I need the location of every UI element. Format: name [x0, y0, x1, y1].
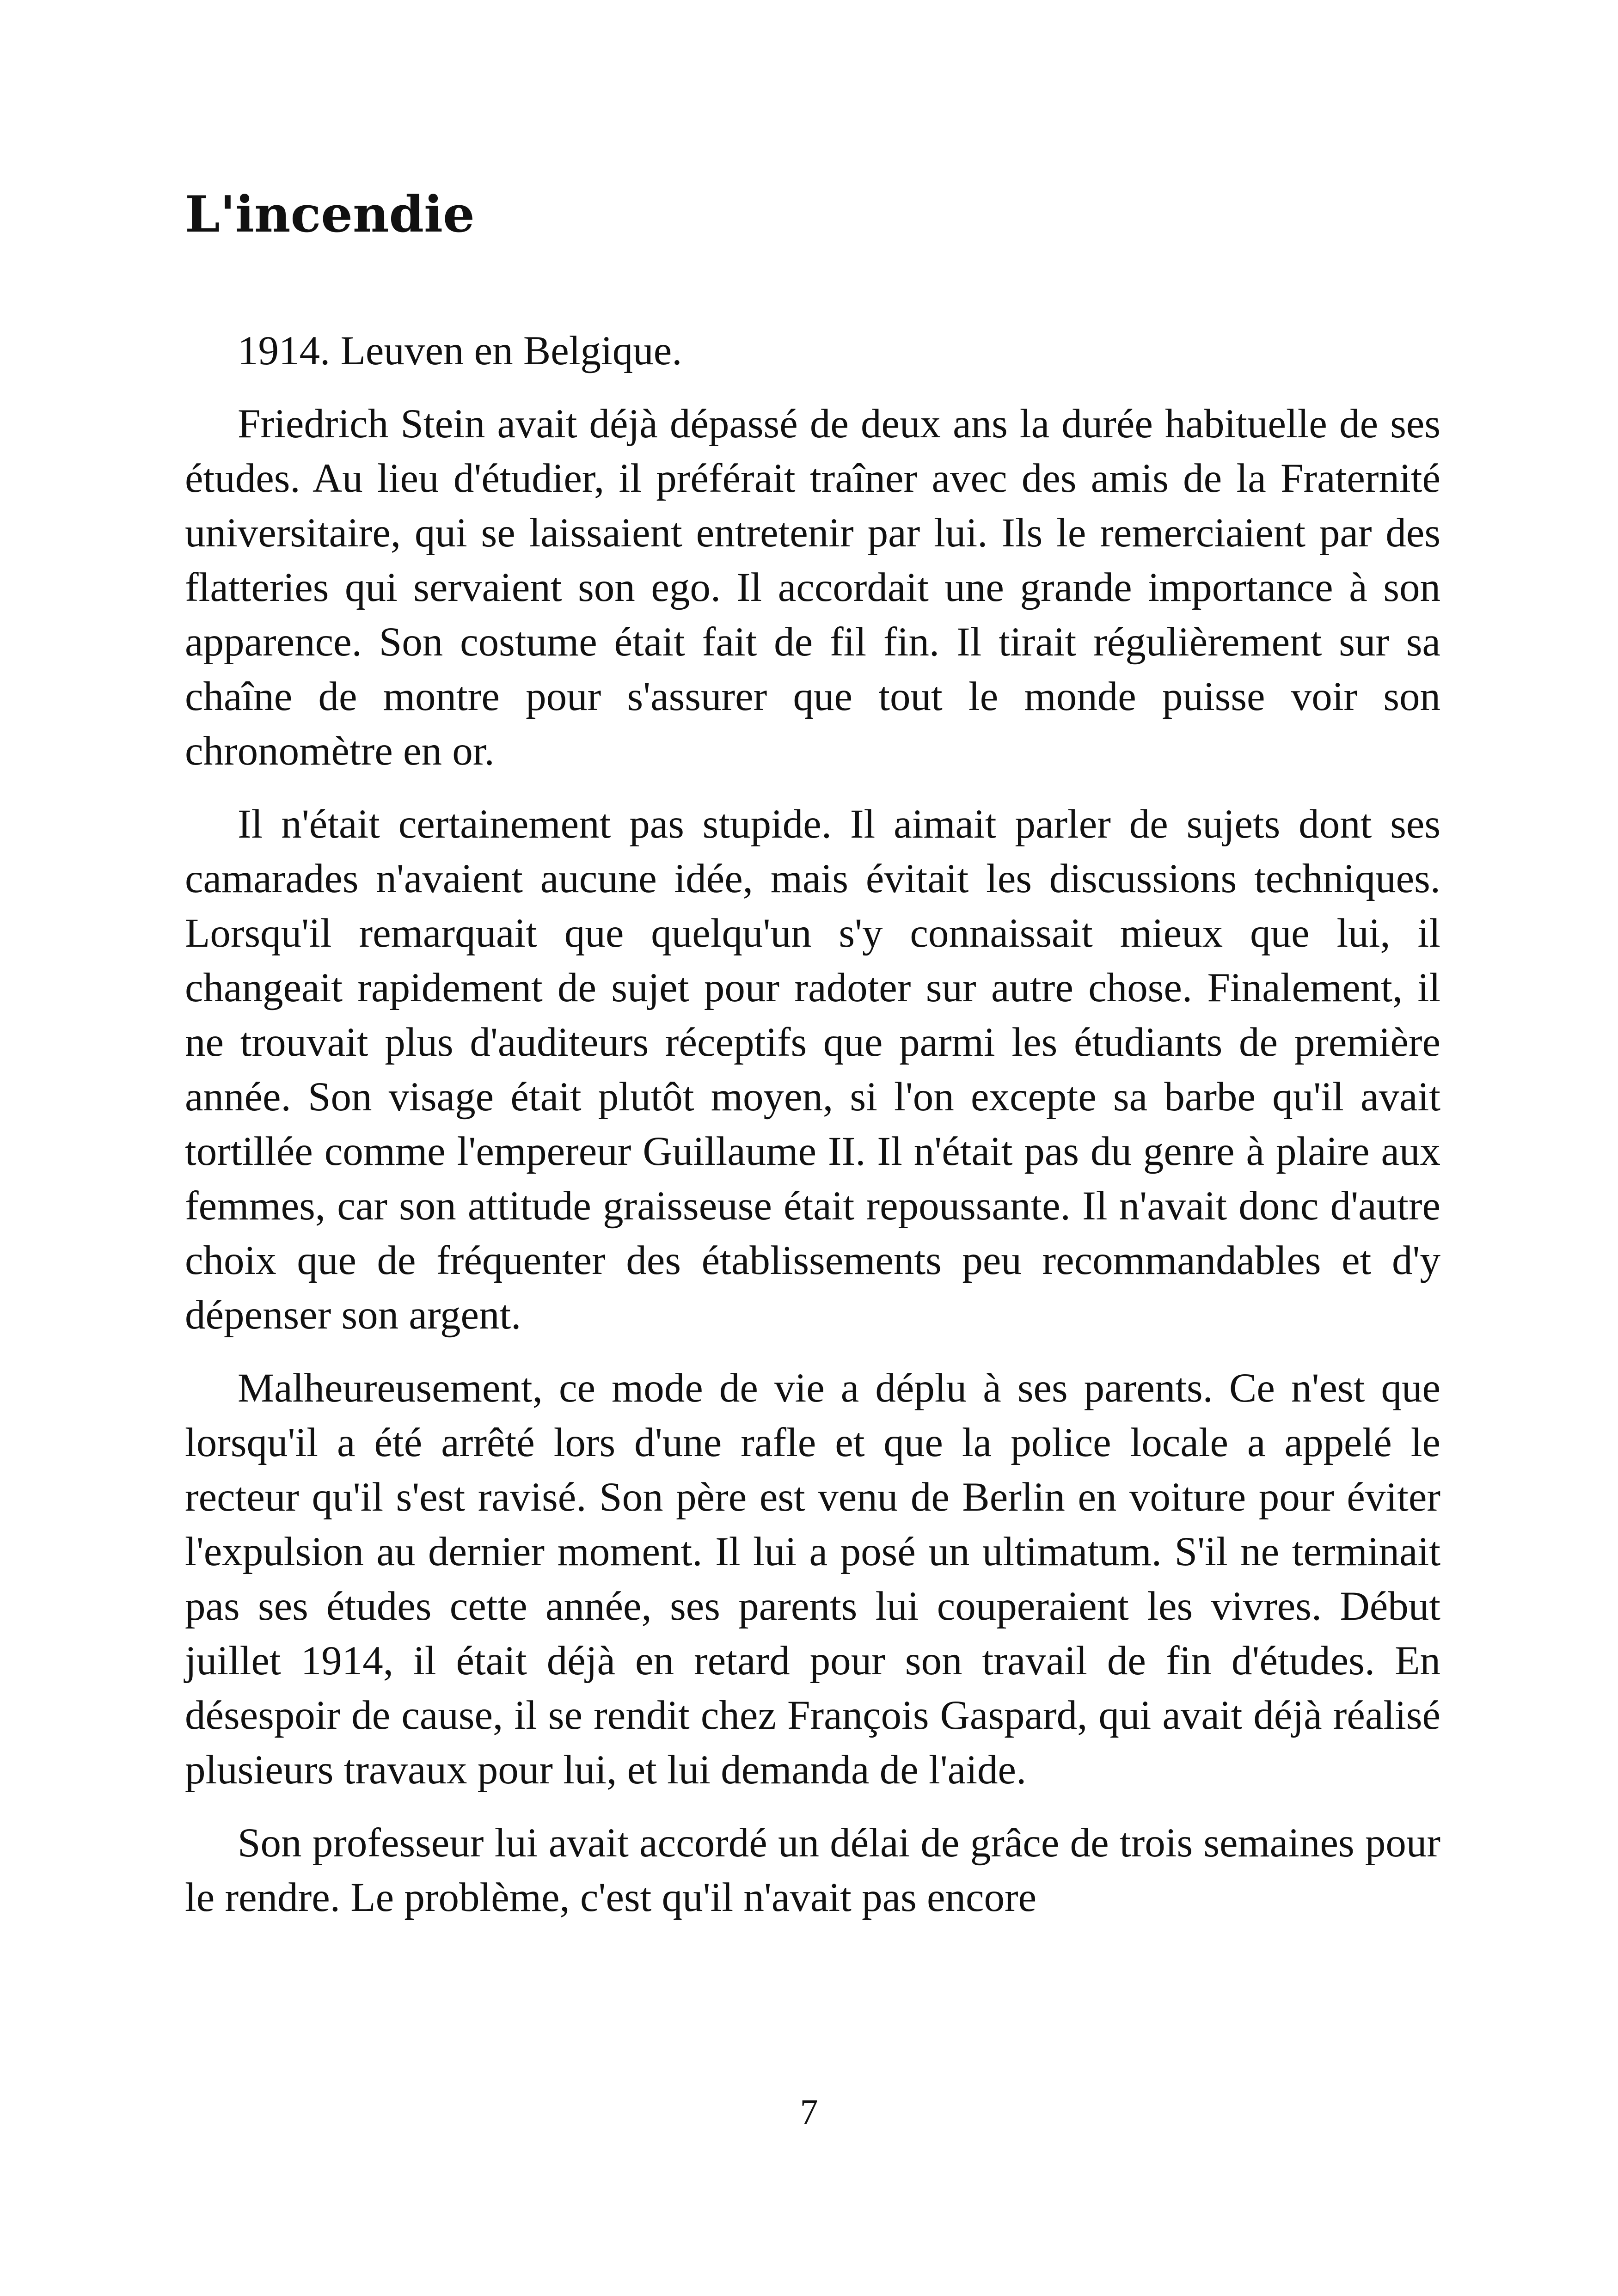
page-number: 7: [800, 2092, 818, 2132]
paragraph: Il n'était certainement pas stupide. Il aimait parler de sujets dont ses camarades n'avaient aucune idée, mais évitait les discussions techniques. Lorsqu'il remarquait que quelqu'un s'y connaissait mieux que lui, il changeait rapidement de sujet pour radoter sur autre chose. Finalement, il ne trouvait plus d'auditeurs réceptifs que parmi les étudiants de première année. Son visage était plutôt moyen, si l'on excepte sa barbe qu'il avait tortillée comme l'empereur Guillaume II. Il n'était pas du genre à plaire aux femmes, car son attitude graisseuse était repoussante. Il n'avait donc d'autre choix que de fréquenter des établissements peu recommandables et d'y dépenser son argent.: [185, 802, 1440, 1338]
paragraph: Son professeur lui avait accordé un délai de grâce de trois semaines pour le rendre. Le problème, c'est qu'il n'avait pas encore: [185, 1820, 1440, 1920]
paragraph: Friedrich Stein avait déjà dépassé de deux ans la durée habituelle de ses études. Au lieu d'étudier, il préférait traîner avec des amis de la Fraternité universitaire, qui se laissaient entretenir par lui. Ils le remerciaient par des flatteries qui servaient son ego. Il accordait une grande importance à son apparence. Son costume était fait de fil fin. Il tirait régulièrement sur sa chaîne de montre pour s'assurer que tout le monde puisse voir son chronomètre en or.: [185, 401, 1440, 774]
chapter-title: L'incendie: [185, 185, 475, 244]
paragraph: Malheureusement, ce mode de vie a déplu à ses parents. Ce n'est que lorsqu'il a été arrêté lors d'une rafle et que la police locale a appelé le recteur qu'il s'est ravisé. Son père est venu de Berlin en voiture pour éviter l'expulsion au dernier moment. Il lui a posé un ultimatum. S'il ne terminait pas ses études cette année, ses parents lui couperaient les vivres. Début juillet 1914, il était déjà en retard pour son travail de fin d'études. En désespoir de cause, il se rendit chez François Gaspard, qui avait déjà réalisé plusieurs travaux pour lui, et lui demanda de l'aide.: [185, 1365, 1440, 1793]
chapter-body: [185, 324, 1440, 1943]
paragraph-place-date: 1914. Leuven en Belgique.: [238, 328, 682, 373]
